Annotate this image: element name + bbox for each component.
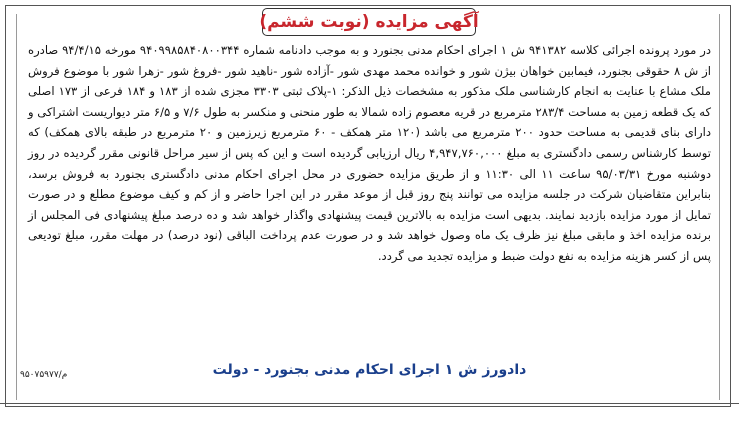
- notice-reference-number: ۹۵۰۷۵۹۷۷/م: [20, 370, 68, 380]
- notice-signature: دادورز ش ۱ اجرای احکام مدنی بجنورد - دولت: [212, 362, 527, 378]
- notice-title: آگهی مزایده (نوبت ششم): [262, 8, 476, 36]
- notice-body-text: در مورد پرونده اجرائی کلاسه ۹۴۱۳۸۲ ش ۱ اجرای احکام مدنی بجنورد و به موجب دادنامه شماره ۹۴۰۹۹۸۵۸۴۰۸۰۰۳۴۴ مورخه ۹۴/۴/۱۵ صادره از ش ۸ حقوقی بجنورد، فیمابین خواهان بیژن شور و خوانده محمد مهدی شور -آزاده شور -ناهید شور -فروغ شور -زهرا شور با موضوع فروش ملک مشاع با عنایت به انجام کارشناسی ملک مذکور به مشخصات ذیل الذکر: ۱-پلاک ثبتی ۳۳۰۳ مجزی شده از ۱۸۳ و ۱۸۴ فرعی از ۱۷۳ اصلی که یک قطعه زمین به مساحت ۲۸۳/۴ مترمربع در قریه معصوم زاده شمالا به طور منحنی و منکسر به طول ۷/۶ و ۶/۵ متر دیواریست اشتراکی و دارای بنای قدیمی به مساحت حدود ۲۰۰ مترمربع می باشد (۱۲۰ متر همکف - ۶۰ مترمربع زیرزمین و ۲۰ مترمربع در طبقه بالای همکف) که توسط کارشناس رسمی دادگستری به مبلغ ۴,۹۴۷,۷۶۰,۰۰۰ ریال ارزیابی گردیده است و این که پس از سیر مراحل قانونی مقرر گردیده در روز دوشنبه مورخ ۹۵/۰۳/۳۱ ساعت ۱۱ الی ۱۱:۳۰ و از طریق مزایده حضوری در محل اجرای احکام مدنی دادگستری بجنورد به فروش برسد، بنابراین متقاضیان شرکت در جلسه مزایده می توانند پنج روز قبل از موعد مقرر در این اجرا حاضر و از کم و کیف موضوع مطلع و در صورت تمایل از مورد مزایده بازدید نمایند. بدیهی است مزایده به بالاترین قیمت پیشنهادی واگذار خواهد شد و ده درصد مبلغ پیشنهادی فی المجلس از برنده مزایده اخذ و مابقی مبلغ نیز ظرف یک ماه وصول خواهد شد و در صورت عدم پرداخت الباقی (نود درصد) در مهلت مقرر، مبلغ تودیعی پس از کسر هزینه مزایده به نفع دولت ضبط و مزایده تجدید می گردد.: [28, 43, 712, 263]
- bottom-divider: [0, 403, 739, 404]
